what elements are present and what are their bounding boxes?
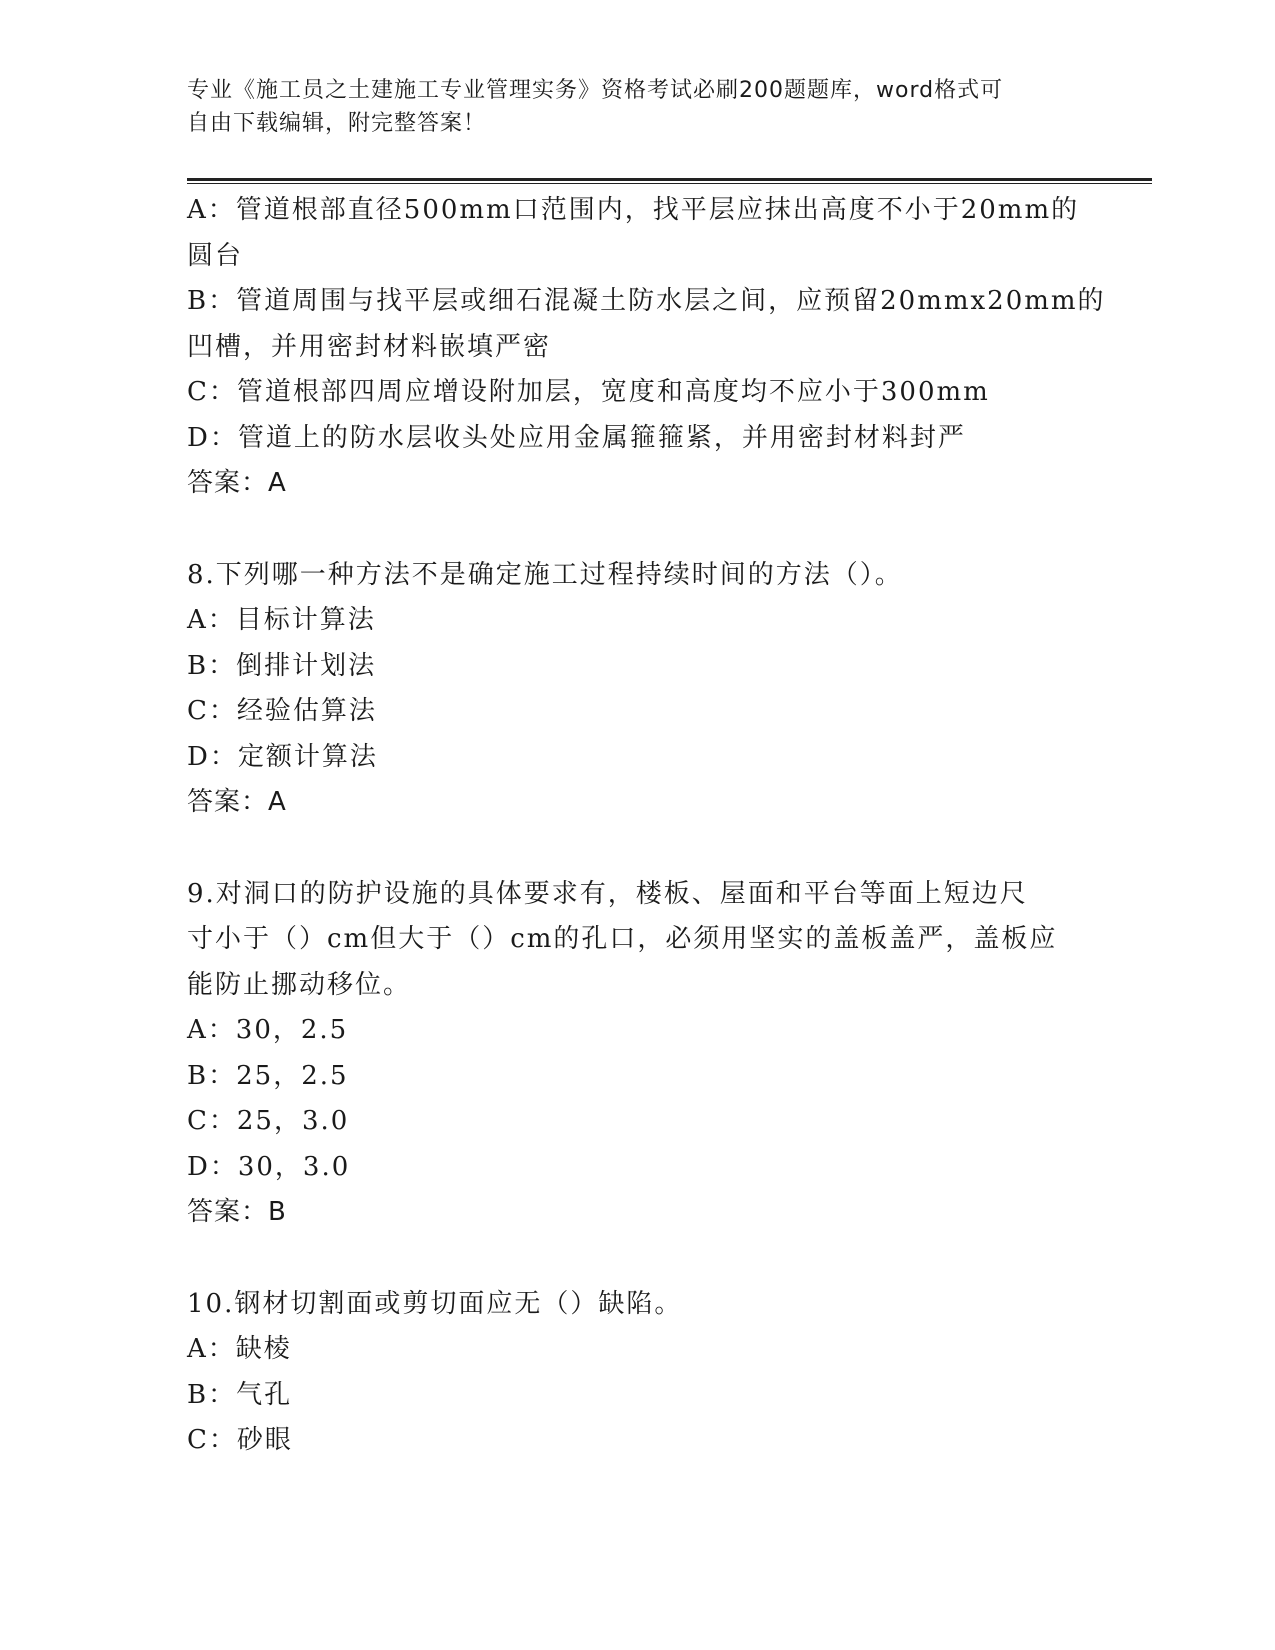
q7-option-d: D：管道上的防水层收头处应用金属箍箍紧，并用密封材料封严: [187, 422, 966, 453]
header-line-2: 自由下载编辑，附完整答案！: [187, 111, 487, 136]
q9-option-d: D：30，3.0: [187, 1151, 351, 1182]
q8-question: 8.下列哪一种方法不是确定施工过程持续时间的方法（）。: [187, 559, 903, 590]
question-8-block: [187, 553, 1087, 826]
header-rule-thick: [187, 178, 1152, 181]
q9-question-line1: 9.对洞口的防护设施的具体要求有，楼板、屋面和平台等面上短边尺: [187, 878, 1028, 909]
document-body: [187, 188, 1106, 1464]
q8-option-b: B：倒排计划法: [187, 650, 377, 681]
q9-question-line3: 能防止挪动移位。: [187, 969, 412, 1000]
spacer: [187, 507, 1087, 553]
q9-option-a: A：30，2.5: [187, 1015, 349, 1045]
header-rule-thin: [187, 183, 1152, 184]
q10-question: 10.钢材切割面或剪切面应无（）缺陷。: [187, 1288, 683, 1319]
question-9-block: [187, 872, 1087, 1236]
q9-option-c: C：25，3.0: [187, 1106, 350, 1136]
q7-answer: 答案：A: [187, 468, 287, 498]
q10-option-b: B：气孔: [187, 1379, 293, 1410]
spacer: [187, 826, 1087, 872]
q10-option-c: C：砂眼: [187, 1425, 293, 1455]
q7-option-a-line2: 圆台: [187, 240, 244, 271]
question-7-block: [187, 188, 1106, 507]
q9-option-b: B：25，2.5: [187, 1060, 349, 1091]
q8-option-c: C：经验估算法: [187, 696, 377, 726]
q7-option-b-line1: B：管道周围与找平层或细石混凝土防水层之间，应预留20mmx20mm的: [187, 286, 1106, 316]
q8-option-d: D：定额计算法: [187, 741, 378, 772]
q7-option-c: C：管道根部四周应增设附加层，宽度和高度均不应小于300mm: [187, 377, 990, 407]
q7-option-b-line2: 凹槽，并用密封材料嵌填严密: [187, 331, 552, 362]
spacer: [187, 1236, 1087, 1282]
q9-answer: 答案：B: [187, 1197, 287, 1227]
q8-answer: 答案：A: [187, 787, 287, 817]
question-10-block: [187, 1282, 1087, 1464]
q9-question-line2: 寸小于（）cm但大于（）cm的孔口，必须用坚实的盖板盖严，盖板应: [187, 924, 1058, 954]
header-line-1: 专业《施工员之土建施工专业管理实务》资格考试必刷200题题库，word格式可: [187, 78, 1004, 103]
page-header: [187, 74, 1067, 140]
q7-option-a-line1: A：管道根部直径500mm口范围内，找平层应抹出高度不小于20mm的: [187, 195, 1080, 225]
q10-option-a: A：缺棱: [187, 1334, 292, 1364]
q8-option-a: A：目标计算法: [187, 605, 376, 635]
